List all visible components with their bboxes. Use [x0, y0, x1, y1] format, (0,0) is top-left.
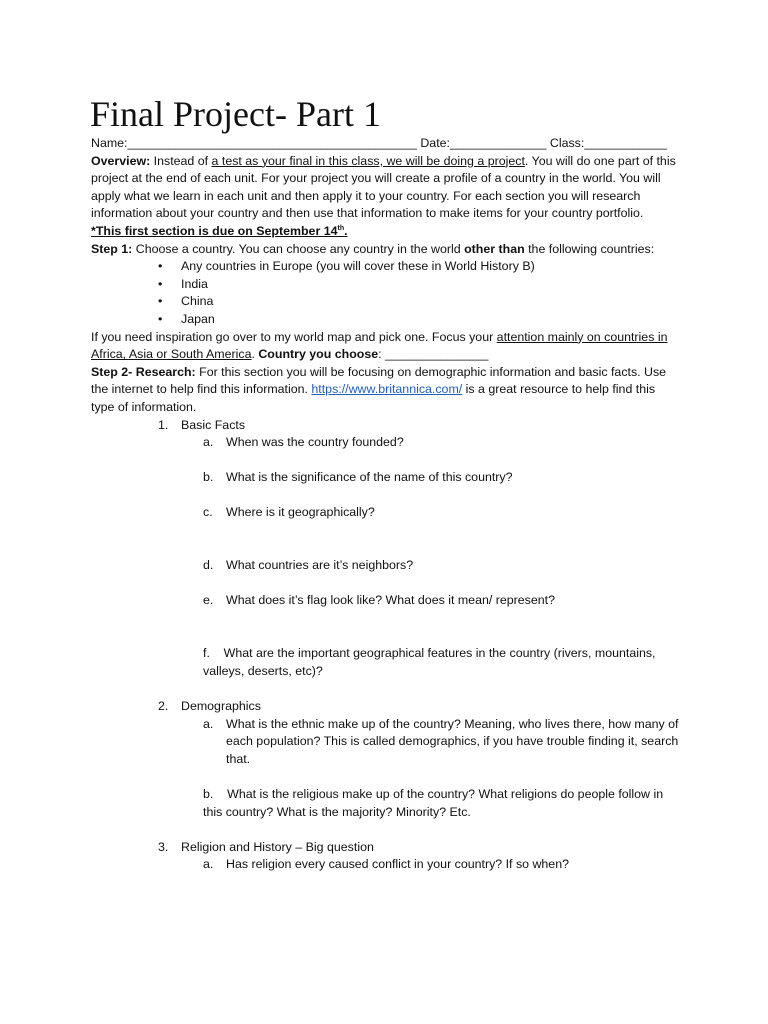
due-sup: th: [337, 224, 345, 232]
question-item: [91, 645, 681, 680]
inspiration-after: .: [251, 347, 259, 362]
list-item: • China: [91, 293, 681, 311]
excluded-countries-list: [91, 258, 681, 328]
question-text: What does it’s flag look like? What does it mean/ represent?: [226, 593, 555, 608]
question-item: [91, 469, 681, 487]
step2-end: is a great resource to help find this type of information.: [91, 382, 656, 414]
question-letter: c.: [203, 505, 213, 520]
document-title: Final Project- Part 1: [90, 94, 381, 134]
overview-paragraph: [91, 153, 681, 223]
inspiration-text: If you need inspiration go over to my world map and pick one. Focus your: [91, 329, 497, 344]
question-letter: d.: [203, 558, 214, 573]
due-date-line: [91, 223, 681, 241]
question-item: [91, 786, 681, 821]
question-text: What is the significance of the name of this country?: [226, 470, 513, 485]
question-letter: b.: [203, 786, 214, 801]
section-title: Basic Facts: [181, 417, 246, 432]
question-item: [91, 557, 681, 575]
question-letter: b.: [203, 470, 214, 485]
overview-label: Overview:: [91, 153, 151, 168]
section-demographics: [91, 698, 681, 716]
list-item: • India: [91, 276, 681, 294]
question-letter: a.: [203, 857, 214, 872]
due-end: .: [344, 223, 348, 238]
question-letter: a.: [203, 716, 214, 731]
question-item: [91, 856, 681, 874]
question-text: Has religion every caused conflict in your country? If so when?: [226, 857, 569, 872]
question-text: What are the important geographical features in the country (rivers, mountains, valleys, deserts, etc)?: [203, 646, 656, 678]
question-letter: f.: [203, 646, 210, 661]
step1-text: Choose a country. You can choose any country in the world: [132, 241, 465, 256]
overview-rest: . You will do one part of this project at the end of each unit. For your project you will create a profile of a country in the world. You will apply what we learn in each unit and then apply it to your country. For each section you will research information about your country and then use that information to make items for your country portfolio.: [91, 153, 676, 221]
question-item: [91, 716, 681, 769]
question-item: [91, 592, 681, 610]
overview-underlined: a test as your final in this class, we will be doing a project: [211, 153, 525, 168]
question-text: When was the country founded?: [226, 435, 404, 450]
document-body: [91, 135, 681, 874]
question-text: Where is it geographically?: [226, 505, 375, 520]
question-letter: a.: [203, 435, 214, 450]
section-religion-history: [91, 839, 681, 857]
section-title: Demographics: [181, 699, 261, 713]
step2-text: For this section you will be focusing on demographic information and basic facts. Use the internet to help find this information.: [91, 364, 667, 397]
question-text: What is the ethnic make up of the country? Meaning, who lives there, how many of each population? This is called demographics, if you have trouble finding it, search that.: [226, 716, 679, 766]
list-item: • Japan: [91, 311, 681, 329]
section-number: 1.: [158, 417, 169, 432]
overview-pre: Instead of: [150, 153, 212, 168]
question-text: What countries are it’s neighbors?: [226, 558, 414, 573]
section-basic-facts: [91, 417, 681, 435]
due-text: *This first section is due on September 14: [91, 223, 338, 238]
list-item: • Any countries in Europe (you will cover these in World History B): [91, 258, 681, 276]
section-number: 3.: [158, 839, 169, 854]
inspiration-underlined: attention mainly on countries in Africa, Asia or South America: [91, 329, 668, 362]
step1-paragraph: [91, 241, 681, 259]
country-choose-label: Country you choose: [258, 347, 379, 362]
step1-end: the following countries:: [524, 241, 655, 256]
step2-paragraph: [91, 364, 681, 417]
step1-bold: other than: [464, 241, 525, 256]
question-text: What is the religious make up of the country? What religions do people follow in this country? What is the majority? Minority? Etc.: [203, 786, 664, 819]
question-item: [91, 504, 681, 522]
country-choose-blank: : _______________: [378, 347, 489, 362]
britannica-link[interactable]: https://www.britannica.com/: [311, 382, 463, 397]
section-number: 2.: [158, 699, 169, 713]
question-item: [91, 434, 681, 452]
section-title: Religion and History – Big question: [181, 839, 374, 854]
inspiration-paragraph: [91, 329, 681, 364]
question-letter: e.: [203, 593, 214, 608]
step1-label: Step 1:: [91, 241, 133, 256]
step2-label: Step 2- Research:: [91, 364, 196, 379]
name-date-class-line: Name:__________________________________________ Date:______________ Class:____________: [91, 136, 668, 150]
